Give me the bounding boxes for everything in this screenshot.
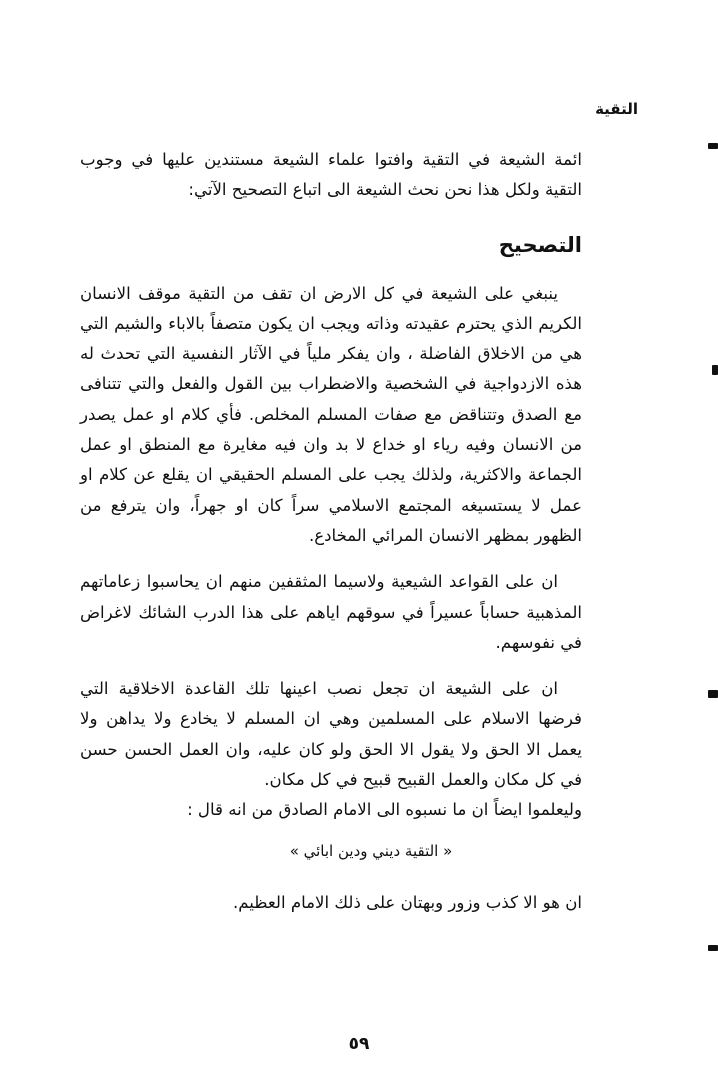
paragraph-2: ان على القواعد الشيعية ولاسيما المثقفين منهم ان يحاسبوا زعاماتهم المذهبية حساباً عسيراً في سوقهم اياهم على هذا الدرب الشائك لاغراض في نفوسهم. bbox=[80, 572, 582, 652]
scan-edge-mark bbox=[708, 143, 718, 149]
paragraph-3: ان على الشيعة ان تجعل نصب اعينها تلك القاعدة الاخلاقية التي فرضها الاسلام على المسلمين وهي ان المسلم لا يخادع ولا يداهن ولا يعمل الا الحق ولا يقول الا الحق ولو كان عليه، وان العمل الحسن حسن في كل مكان والعمل القبيح قبيح في كل مكان. bbox=[80, 679, 582, 790]
page-number: ٥٩ bbox=[348, 1034, 370, 1054]
quote: « التقية ديني ودين ابائي » bbox=[289, 841, 453, 860]
scan-edge-mark bbox=[708, 945, 718, 951]
section-title: التصحيح bbox=[498, 232, 582, 257]
intro-paragraph: ائمة الشيعة في التقية وافتوا علماء الشيعة مستندين عليها في وجوب التقية ولكل هذا نحن نحث الشيعة الى اتباع التصحيح الآتي: bbox=[80, 150, 582, 200]
scan-edge-mark bbox=[708, 690, 718, 698]
paragraph-4: وليعلموا ايضاً ان ما نسبوه الى الامام الصادق من انه قال : bbox=[187, 800, 582, 820]
paragraph-1: ينبغي على الشيعة في كل الارض ان تقف من التقية موقف الانسان الكريم الذي يحترم عقيدته وذاته ويجب ان يكون متصفاً بالاباء والشيم التي هي من الاخلاق الفاضلة ، وان يفكر ملياً في الآثار النفسية التي تحدث له هذه الازدواجية في الشخصية والاضطراب بين القول والفعل والتي تتنافى مع الصدق وتتناقض مع صفات المسلم المخلص. فأي كلام او عمل يصدر من الانسان وفيه رياء او خداع لا بد وان فيه مغايرة مع المنطق او عمل الجماعة والاكثرية، ولذلك يجب على المسلم الحقيقي ان يقلع عن كلام او عمل لا يستسيغه المجتمع الاسلامي سراً كان او جهراً، وان يترفع من الظهور بمظهر الانسان المرائي المخادع. bbox=[80, 283, 582, 545]
closing-paragraph: ان هو الا كذب وزور وبهتان على ذلك الامام العظيم. bbox=[232, 892, 582, 912]
body-text bbox=[80, 145, 582, 918]
scan-edge-mark bbox=[712, 365, 718, 375]
running-head: التقية bbox=[595, 100, 638, 118]
